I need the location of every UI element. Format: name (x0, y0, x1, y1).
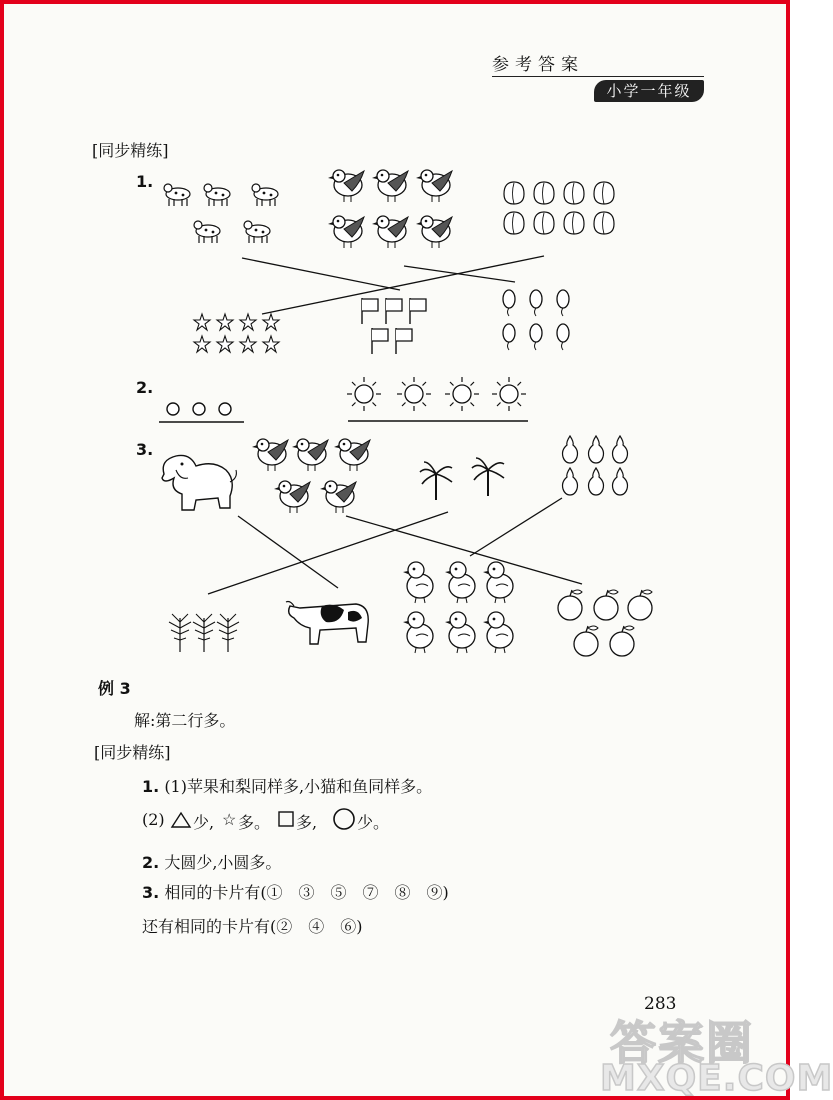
answer-line-2-star: ☆ (222, 810, 237, 829)
suns-group (347, 377, 528, 421)
answer-1-number: 1. (142, 777, 160, 796)
watermark-text: 答案圈 (610, 1016, 754, 1070)
cow (286, 602, 368, 645)
palm-trees-group (420, 458, 504, 500)
answer-line-2c: 多。 (238, 813, 271, 832)
section-heading-1: [同步精练] (92, 141, 169, 160)
answer-3-text: 相同的卡片有(① ③ ⑤ ⑦ ⑧ ⑨) (164, 883, 449, 902)
peaches-group (504, 182, 614, 234)
example-label: 例 3 (98, 679, 131, 698)
pears-group (563, 436, 628, 495)
example-answer: 解:第二行多。 (134, 711, 236, 730)
answer-1-text: (1)苹果和梨同样多,小猫和鱼同样多。 (164, 777, 433, 796)
section-heading-2: [同步精练] (94, 743, 171, 762)
illustrations (4, 4, 786, 1096)
balloons-group (503, 290, 569, 350)
answer-line-2e: 少。 (357, 813, 390, 832)
grass-group (169, 614, 239, 652)
page-number: 283 (644, 994, 677, 1014)
elephant (162, 455, 236, 510)
chicks-group (403, 562, 513, 653)
small-circles-group (159, 403, 244, 422)
header-title: 参考答案 (492, 55, 584, 75)
apples-group (558, 590, 652, 656)
q3-match-lines (208, 498, 582, 594)
square-icon (279, 812, 293, 826)
watermark-url: MXQE.COM (600, 1058, 833, 1099)
answer-2-text: 大圆少,小圆多。 (164, 853, 282, 872)
answer-line-2a: (2) (142, 810, 165, 829)
flags-group (362, 298, 426, 354)
answer-line-2b: 少, (193, 813, 215, 832)
q1-number: 1. (136, 172, 154, 191)
answer-line-5: 还有相同的卡片有(② ④ ⑥) (142, 917, 363, 936)
birds-group-1 (328, 170, 452, 248)
stars-group (194, 314, 279, 352)
q2-number: 2. (136, 378, 154, 397)
birds-group-2 (252, 439, 370, 513)
answer-3-number: 3. (142, 883, 160, 902)
answer-line-4 (142, 880, 449, 903)
q3-number: 3. (136, 440, 154, 459)
answer-2-number: 2. (142, 853, 160, 872)
circle-icon (334, 809, 354, 829)
answer-line-1 (142, 774, 432, 797)
triangle-icon (172, 813, 190, 827)
answer-line-2d: 多, (296, 813, 318, 832)
goats-group (164, 184, 278, 243)
answer-line-3 (142, 850, 281, 873)
grade-badge-label: 小学一年级 (606, 82, 692, 100)
